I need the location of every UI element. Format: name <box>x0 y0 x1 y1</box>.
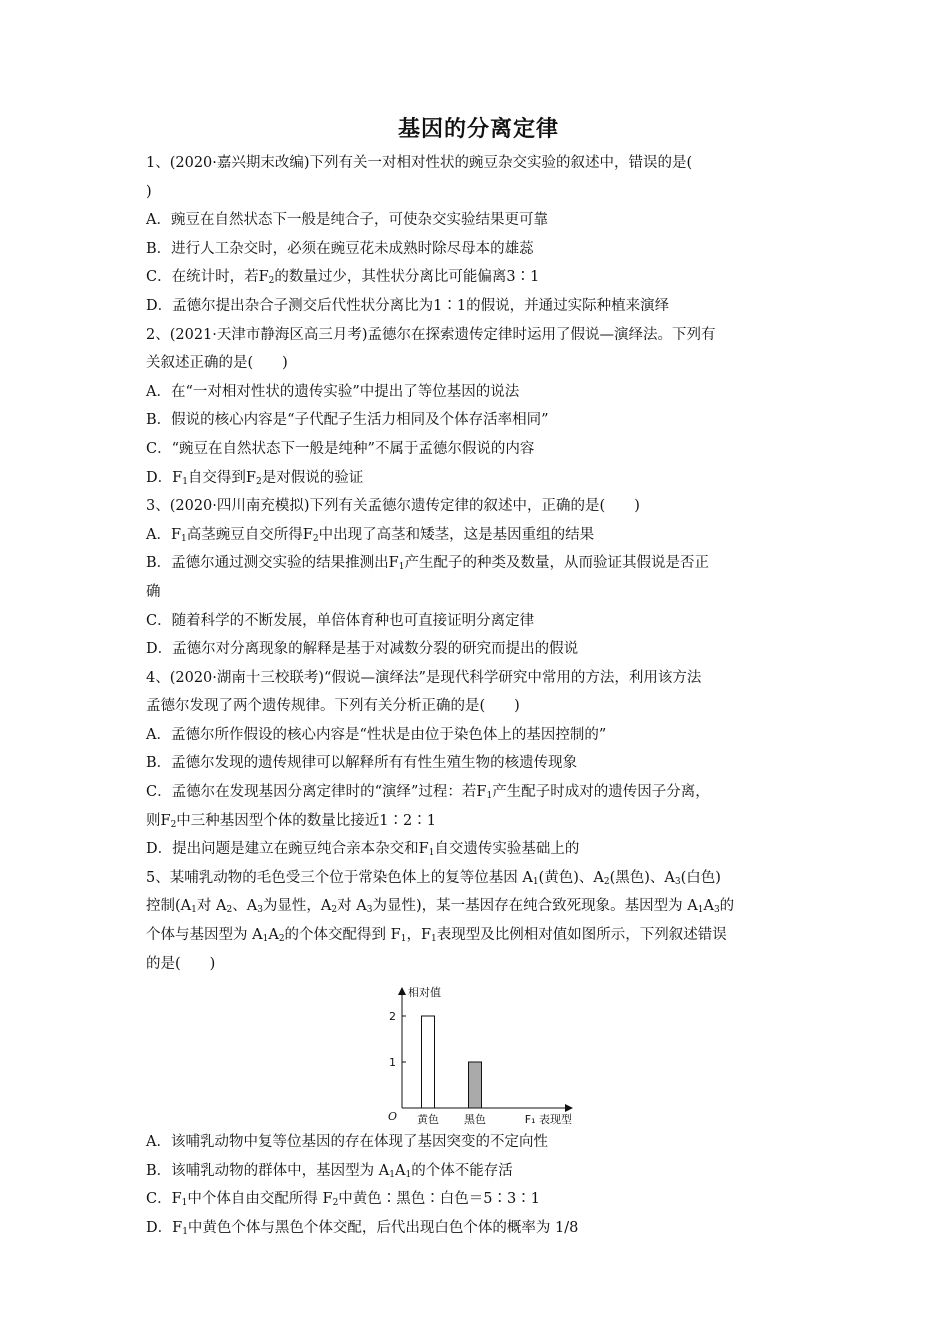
y-axis-label: 相对值 <box>408 986 441 1000</box>
q1-option-c: C．在统计时，若$F_2$的数量过少，其性状分离比可能偏离3∶1 <box>146 269 540 287</box>
document-page <box>146 112 811 1243</box>
bar-black <box>469 1062 482 1108</box>
q3-option-d: D．孟德尔对分离现象的解释是基于对减数分裂的研究而提出的假说 <box>146 641 579 658</box>
origin-label: O <box>388 1110 398 1124</box>
q5-stem-line1: 5、某哺乳动物的毛色受三个位于常染色体上的复等位基因 $A_1$(黄色)、$A_2$(黑色)、$A_3$(白色) <box>146 869 721 887</box>
chart-svg <box>376 978 576 1126</box>
q4-stem-line1: 4、(2020·湖南十三校联考)“假说—演绎法”是现代科学研究中常用的方法，利用该方法 <box>146 669 702 686</box>
q2-stem-line2: 关叙述正确的是( ) <box>146 355 288 372</box>
q4-stem-line2: 孟德尔发现了两个遗传规律。下列有关分析正确的是( ) <box>146 698 520 715</box>
q3-option-b-line1: B．孟德尔通过测交实验的结果推测出$F_1$产生配子的种类及数量，从而验证其假说是否正 <box>146 555 709 573</box>
q5-option-c: C．$F_1$中个体自由交配所得 $F_2$中黄色∶黑色∶白色＝5∶3∶1 <box>146 1191 540 1209</box>
q4-option-b: B．孟德尔发现的遗传规律可以解释所有有性生殖生物的核遗传现象 <box>146 755 578 772</box>
page-title: 基因的分离定律 <box>397 117 559 142</box>
y-tick-label: 1 <box>389 1056 396 1070</box>
q3-option-c: C．随着科学的不断发展，单倍体育种也可直接证明分离定律 <box>146 612 535 629</box>
q3-option-b-line2: 确 <box>146 583 161 600</box>
q4-option-c-line1: C．孟德尔在发现基因分离定律时的“演绎”过程：若$F_1$产生配子时成对的遗传因子分离， <box>146 784 710 802</box>
phenotype-bar-chart <box>146 978 811 1128</box>
bar-yellow <box>422 1016 435 1108</box>
x-category-label: 黄色 <box>417 1113 439 1127</box>
q5-option-d: D．$F_1$中黄色个体与黑色个体交配，后代出现白色个体的概率为 1/8 <box>146 1220 579 1237</box>
q1-option-b: B．进行人工杂交时，必须在豌豆花未成熟时除尽母本的雄蕊 <box>146 240 534 257</box>
q5-stem-line4: 的是( ) <box>146 955 216 972</box>
q1-stem-line2: ) <box>146 183 152 200</box>
x-category-label: 黑色 <box>464 1113 486 1127</box>
q2-option-b: B．假说的核心内容是“子代配子生活力相同及个体存活率相同” <box>146 412 549 429</box>
q5-stem-line2: 控制($A_1$对 $A_2$、$A_3$为显性，$A_2$对 $A_3$为显性)，某一基因存在纯合致死现象。基因型为 $A_1A_3$的 <box>146 898 735 916</box>
x-axis-label: F₁ 表现型 <box>524 1113 572 1127</box>
q2-stem-line1: 2、(2021·天津市静海区高三月考)孟德尔在探索遗传定律时运用了假说—演绎法。下列有 <box>146 326 716 343</box>
q4-option-d: D．提出问题是建立在豌豆纯合亲本杂交和$F_1$自交遗传实验基础上的 <box>146 841 580 859</box>
q3-stem: 3、(2020·四川南充模拟)下列有关孟德尔遗传定律的叙述中，正确的是( ) <box>146 498 640 515</box>
q3-option-a: A．$F_1$高茎豌豆自交所得$F_2$中出现了高茎和矮茎，这是基因重组的结果 <box>146 526 595 544</box>
q2-option-d: D．$F_1$自交得到$F_2$是对假说的验证 <box>146 469 364 487</box>
q1-stem-line1: 1、(2020·嘉兴期末改编)下列有关一对相对性状的豌豆杂交实验的叙述中，错误的是( <box>146 155 693 171</box>
q5-stem-line3: 个体与基因型为 $A_1A_2$的个体交配得到 $F_1$，$F_1$表现型及比例相对值如图所示，下列叙述错误 <box>146 927 727 945</box>
q4-option-c-line2: 则$F_2$中三种基因型个体的数量比接近1∶2∶1 <box>146 812 436 830</box>
q5-option-a: A．该哺乳动物中复等位基因的存在体现了基因突变的不定向性 <box>146 1134 548 1151</box>
q1-option-a: A．豌豆在自然状态下一般是纯合子，可使杂交实验结果更可靠 <box>146 212 548 229</box>
q4-option-a: A．孟德尔所作假设的核心内容是“性状是由位于染色体上的基因控制的” <box>146 726 607 743</box>
q2-option-c: C．“豌豆在自然状态下一般是纯种”不属于孟德尔假说的内容 <box>146 440 535 457</box>
q2-option-a: A．在“一对相对性状的遗传实验”中提出了等位基因的说法 <box>146 383 520 400</box>
y-tick-label: 2 <box>389 1010 396 1024</box>
q1-option-d: D．孟德尔提出杂合子测交后代性状分离比为1∶1的假说，并通过实际种植来演绎 <box>146 297 670 314</box>
q5-option-b: B．该哺乳动物的群体中，基因型为 $A_1A_1$的个体不能存活 <box>146 1162 513 1180</box>
